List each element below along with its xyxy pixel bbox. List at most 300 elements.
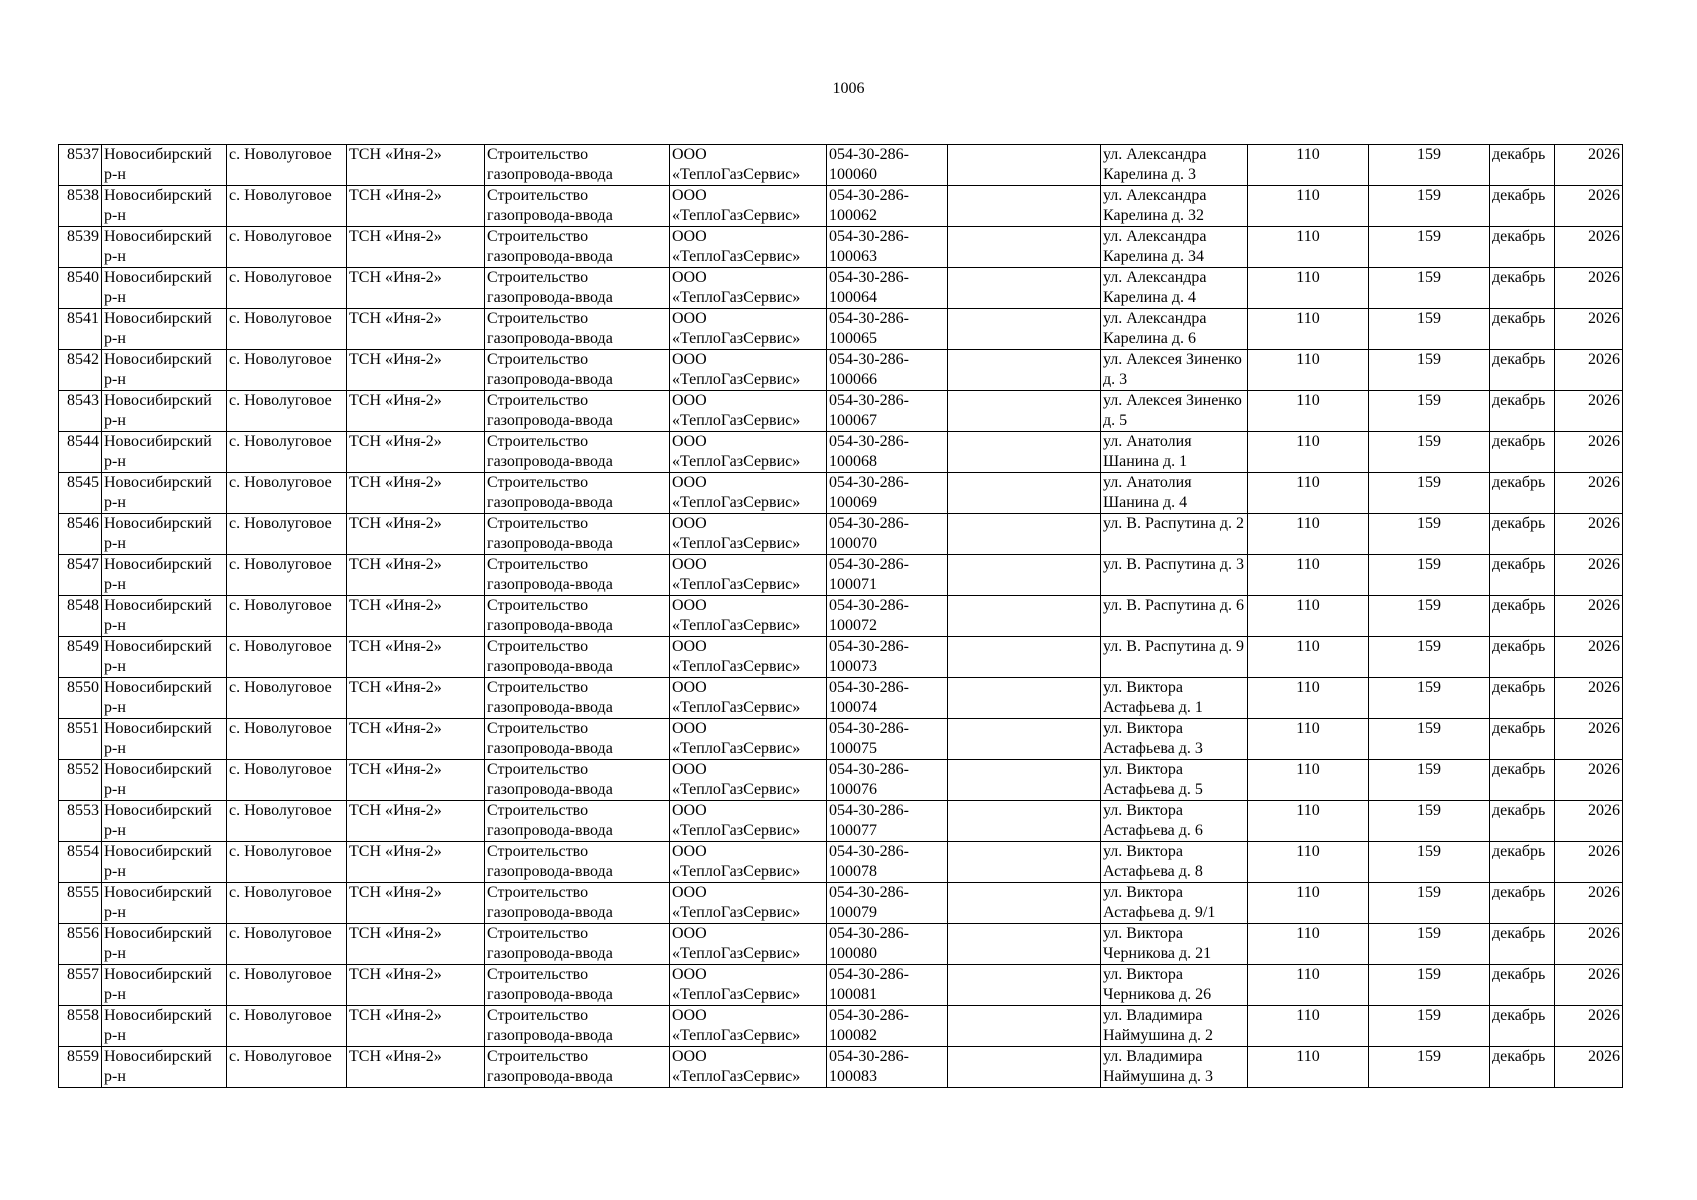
address-cell: ул. Александра Карелина д. 6 bbox=[1101, 309, 1248, 350]
value-1-cell: 110 bbox=[1248, 432, 1369, 473]
month-cell: декабрь bbox=[1490, 268, 1555, 309]
organization-cell: ООО «ТеплоГазСервис» bbox=[670, 268, 827, 309]
code-cell: 054-30-286-100063 bbox=[827, 227, 948, 268]
district-cell: Новосибирский р-н bbox=[102, 719, 227, 760]
work-type-cell: Строительство газопровода-ввода bbox=[485, 432, 670, 473]
address-cell: ул. Виктора Черникова д. 26 bbox=[1101, 965, 1248, 1006]
work-type-cell: Строительство газопровода-ввода bbox=[485, 391, 670, 432]
blank-cell bbox=[948, 1006, 1101, 1047]
month-cell: декабрь bbox=[1490, 1006, 1555, 1047]
month-cell: декабрь bbox=[1490, 801, 1555, 842]
object-cell: ТСН «Иня-2» bbox=[347, 309, 485, 350]
table-row bbox=[59, 268, 1623, 309]
work-type-cell: Строительство газопровода-ввода bbox=[485, 186, 670, 227]
district-cell: Новосибирский р-н bbox=[102, 842, 227, 883]
object-cell: ТСН «Иня-2» bbox=[347, 760, 485, 801]
value-1-cell: 110 bbox=[1248, 842, 1369, 883]
address-cell: ул. Алексея Зиненко д. 3 bbox=[1101, 350, 1248, 391]
blank-cell bbox=[948, 719, 1101, 760]
object-cell: ТСН «Иня-2» bbox=[347, 227, 485, 268]
locality-cell: с. Новолуговое bbox=[227, 432, 347, 473]
organization-cell: ООО «ТеплоГазСервис» bbox=[670, 514, 827, 555]
work-type-cell: Строительство газопровода-ввода bbox=[485, 965, 670, 1006]
address-cell: ул. Анатолия Шанина д. 4 bbox=[1101, 473, 1248, 514]
value-1-cell: 110 bbox=[1248, 678, 1369, 719]
district-cell: Новосибирский р-н bbox=[102, 637, 227, 678]
district-cell: Новосибирский р-н bbox=[102, 186, 227, 227]
month-cell: декабрь bbox=[1490, 391, 1555, 432]
month-cell: декабрь bbox=[1490, 473, 1555, 514]
organization-cell: ООО «ТеплоГазСервис» bbox=[670, 391, 827, 432]
organization-cell: ООО «ТеплоГазСервис» bbox=[670, 965, 827, 1006]
locality-cell: с. Новолуговое bbox=[227, 801, 347, 842]
district-cell: Новосибирский р-н bbox=[102, 596, 227, 637]
value-2-cell: 159 bbox=[1369, 719, 1490, 760]
blank-cell bbox=[948, 965, 1101, 1006]
blank-cell bbox=[948, 145, 1101, 186]
value-2-cell: 159 bbox=[1369, 801, 1490, 842]
table-row bbox=[59, 186, 1623, 227]
month-cell: декабрь bbox=[1490, 555, 1555, 596]
row-number-cell: 8538 bbox=[59, 186, 102, 227]
locality-cell: с. Новолуговое bbox=[227, 842, 347, 883]
value-1-cell: 110 bbox=[1248, 1006, 1369, 1047]
row-number-cell: 8558 bbox=[59, 1006, 102, 1047]
code-cell: 054-30-286-100081 bbox=[827, 965, 948, 1006]
year-cell: 2026 bbox=[1555, 883, 1623, 924]
value-2-cell: 159 bbox=[1369, 637, 1490, 678]
code-cell: 054-30-286-100065 bbox=[827, 309, 948, 350]
organization-cell: ООО «ТеплоГазСервис» bbox=[670, 1047, 827, 1088]
row-number-cell: 8542 bbox=[59, 350, 102, 391]
table-row bbox=[59, 350, 1623, 391]
code-cell: 054-30-286-100075 bbox=[827, 719, 948, 760]
code-cell: 054-30-286-100066 bbox=[827, 350, 948, 391]
table-row bbox=[59, 637, 1623, 678]
value-2-cell: 159 bbox=[1369, 514, 1490, 555]
row-number-cell: 8539 bbox=[59, 227, 102, 268]
code-cell: 054-30-286-100074 bbox=[827, 678, 948, 719]
table-row bbox=[59, 227, 1623, 268]
value-2-cell: 159 bbox=[1369, 965, 1490, 1006]
locality-cell: с. Новолуговое bbox=[227, 473, 347, 514]
value-2-cell: 159 bbox=[1369, 1047, 1490, 1088]
year-cell: 2026 bbox=[1555, 965, 1623, 1006]
value-1-cell: 110 bbox=[1248, 350, 1369, 391]
organization-cell: ООО «ТеплоГазСервис» bbox=[670, 842, 827, 883]
value-2-cell: 159 bbox=[1369, 391, 1490, 432]
locality-cell: с. Новолуговое bbox=[227, 678, 347, 719]
object-cell: ТСН «Иня-2» bbox=[347, 268, 485, 309]
row-number-cell: 8556 bbox=[59, 924, 102, 965]
month-cell: декабрь bbox=[1490, 514, 1555, 555]
object-cell: ТСН «Иня-2» bbox=[347, 555, 485, 596]
district-cell: Новосибирский р-н bbox=[102, 473, 227, 514]
value-1-cell: 110 bbox=[1248, 965, 1369, 1006]
month-cell: декабрь bbox=[1490, 227, 1555, 268]
value-1-cell: 110 bbox=[1248, 760, 1369, 801]
address-cell: ул. Виктора Черникова д. 21 bbox=[1101, 924, 1248, 965]
month-cell: декабрь bbox=[1490, 145, 1555, 186]
district-cell: Новосибирский р-н bbox=[102, 760, 227, 801]
row-number-cell: 8547 bbox=[59, 555, 102, 596]
blank-cell bbox=[948, 473, 1101, 514]
locality-cell: с. Новолуговое bbox=[227, 391, 347, 432]
year-cell: 2026 bbox=[1555, 473, 1623, 514]
organization-cell: ООО «ТеплоГазСервис» bbox=[670, 432, 827, 473]
organization-cell: ООО «ТеплоГазСервис» bbox=[670, 719, 827, 760]
value-2-cell: 159 bbox=[1369, 473, 1490, 514]
work-type-cell: Строительство газопровода-ввода bbox=[485, 801, 670, 842]
object-cell: ТСН «Иня-2» bbox=[347, 678, 485, 719]
value-2-cell: 159 bbox=[1369, 555, 1490, 596]
district-cell: Новосибирский р-н bbox=[102, 1047, 227, 1088]
row-number-cell: 8549 bbox=[59, 637, 102, 678]
locality-cell: с. Новолуговое bbox=[227, 350, 347, 391]
year-cell: 2026 bbox=[1555, 842, 1623, 883]
code-cell: 054-30-286-100060 bbox=[827, 145, 948, 186]
work-type-cell: Строительство газопровода-ввода bbox=[485, 637, 670, 678]
district-cell: Новосибирский р-н bbox=[102, 555, 227, 596]
blank-cell bbox=[948, 760, 1101, 801]
object-cell: ТСН «Иня-2» bbox=[347, 965, 485, 1006]
value-2-cell: 159 bbox=[1369, 883, 1490, 924]
year-cell: 2026 bbox=[1555, 678, 1623, 719]
month-cell: декабрь bbox=[1490, 719, 1555, 760]
organization-cell: ООО «ТеплоГазСервис» bbox=[670, 801, 827, 842]
page-number: 1006 bbox=[832, 80, 865, 97]
blank-cell bbox=[948, 227, 1101, 268]
object-cell: ТСН «Иня-2» bbox=[347, 924, 485, 965]
address-cell: ул. Виктора Астафьева д. 1 bbox=[1101, 678, 1248, 719]
value-2-cell: 159 bbox=[1369, 309, 1490, 350]
year-cell: 2026 bbox=[1555, 514, 1623, 555]
blank-cell bbox=[948, 842, 1101, 883]
table-row bbox=[59, 719, 1623, 760]
value-2-cell: 159 bbox=[1369, 186, 1490, 227]
organization-cell: ООО «ТеплоГазСервис» bbox=[670, 350, 827, 391]
value-1-cell: 110 bbox=[1248, 1047, 1369, 1088]
value-2-cell: 159 bbox=[1369, 924, 1490, 965]
organization-cell: ООО «ТеплоГазСервис» bbox=[670, 637, 827, 678]
district-cell: Новосибирский р-н bbox=[102, 391, 227, 432]
code-cell: 054-30-286-100083 bbox=[827, 1047, 948, 1088]
address-cell: ул. Анатолия Шанина д. 1 bbox=[1101, 432, 1248, 473]
district-cell: Новосибирский р-н bbox=[102, 678, 227, 719]
district-cell: Новосибирский р-н bbox=[102, 145, 227, 186]
address-cell: ул. В. Распутина д. 2 bbox=[1101, 514, 1248, 555]
code-cell: 054-30-286-100078 bbox=[827, 842, 948, 883]
organization-cell: ООО «ТеплоГазСервис» bbox=[670, 1006, 827, 1047]
year-cell: 2026 bbox=[1555, 268, 1623, 309]
blank-cell bbox=[948, 432, 1101, 473]
district-cell: Новосибирский р-н bbox=[102, 1006, 227, 1047]
work-type-cell: Строительство газопровода-ввода bbox=[485, 678, 670, 719]
object-cell: ТСН «Иня-2» bbox=[347, 473, 485, 514]
blank-cell bbox=[948, 268, 1101, 309]
row-number-cell: 8553 bbox=[59, 801, 102, 842]
work-type-cell: Строительство газопровода-ввода bbox=[485, 473, 670, 514]
table-row bbox=[59, 309, 1623, 350]
month-cell: декабрь bbox=[1490, 924, 1555, 965]
object-cell: ТСН «Иня-2» bbox=[347, 719, 485, 760]
value-1-cell: 110 bbox=[1248, 391, 1369, 432]
district-cell: Новосибирский р-н bbox=[102, 350, 227, 391]
row-number-cell: 8559 bbox=[59, 1047, 102, 1088]
district-cell: Новосибирский р-н bbox=[102, 432, 227, 473]
table-row bbox=[59, 473, 1623, 514]
district-cell: Новосибирский р-н bbox=[102, 965, 227, 1006]
locality-cell: с. Новолуговое bbox=[227, 760, 347, 801]
address-cell: ул. Виктора Астафьева д. 8 bbox=[1101, 842, 1248, 883]
work-type-cell: Строительство газопровода-ввода bbox=[485, 596, 670, 637]
table-row bbox=[59, 965, 1623, 1006]
locality-cell: с. Новолуговое bbox=[227, 965, 347, 1006]
year-cell: 2026 bbox=[1555, 309, 1623, 350]
year-cell: 2026 bbox=[1555, 555, 1623, 596]
address-cell: ул. Виктора Астафьева д. 5 bbox=[1101, 760, 1248, 801]
organization-cell: ООО «ТеплоГазСервис» bbox=[670, 309, 827, 350]
table-row bbox=[59, 678, 1623, 719]
table-row bbox=[59, 1047, 1623, 1088]
address-cell: ул. Александра Карелина д. 34 bbox=[1101, 227, 1248, 268]
work-type-cell: Строительство газопровода-ввода bbox=[485, 350, 670, 391]
row-number-cell: 8537 bbox=[59, 145, 102, 186]
blank-cell bbox=[948, 801, 1101, 842]
object-cell: ТСН «Иня-2» bbox=[347, 391, 485, 432]
address-cell: ул. В. Распутина д. 3 bbox=[1101, 555, 1248, 596]
blank-cell bbox=[948, 596, 1101, 637]
work-type-cell: Строительство газопровода-ввода bbox=[485, 1047, 670, 1088]
locality-cell: с. Новолуговое bbox=[227, 186, 347, 227]
organization-cell: ООО «ТеплоГазСервис» bbox=[670, 596, 827, 637]
value-2-cell: 159 bbox=[1369, 268, 1490, 309]
code-cell: 054-30-286-100076 bbox=[827, 760, 948, 801]
month-cell: декабрь bbox=[1490, 678, 1555, 719]
year-cell: 2026 bbox=[1555, 924, 1623, 965]
year-cell: 2026 bbox=[1555, 719, 1623, 760]
work-type-cell: Строительство газопровода-ввода bbox=[485, 555, 670, 596]
organization-cell: ООО «ТеплоГазСервис» bbox=[670, 186, 827, 227]
year-cell: 2026 bbox=[1555, 596, 1623, 637]
row-number-cell: 8543 bbox=[59, 391, 102, 432]
year-cell: 2026 bbox=[1555, 432, 1623, 473]
value-2-cell: 159 bbox=[1369, 350, 1490, 391]
address-cell: ул. Алексея Зиненко д. 5 bbox=[1101, 391, 1248, 432]
year-cell: 2026 bbox=[1555, 637, 1623, 678]
month-cell: декабрь bbox=[1490, 350, 1555, 391]
table-row bbox=[59, 596, 1623, 637]
value-1-cell: 110 bbox=[1248, 309, 1369, 350]
value-2-cell: 159 bbox=[1369, 432, 1490, 473]
address-cell: ул. В. Распутина д. 9 bbox=[1101, 637, 1248, 678]
year-cell: 2026 bbox=[1555, 801, 1623, 842]
year-cell: 2026 bbox=[1555, 145, 1623, 186]
month-cell: декабрь bbox=[1490, 760, 1555, 801]
blank-cell bbox=[948, 350, 1101, 391]
code-cell: 054-30-286-100070 bbox=[827, 514, 948, 555]
value-2-cell: 159 bbox=[1369, 1006, 1490, 1047]
table-row bbox=[59, 924, 1623, 965]
value-1-cell: 110 bbox=[1248, 555, 1369, 596]
object-cell: ТСН «Иня-2» bbox=[347, 801, 485, 842]
row-number-cell: 8544 bbox=[59, 432, 102, 473]
district-cell: Новосибирский р-н bbox=[102, 514, 227, 555]
object-cell: ТСН «Иня-2» bbox=[347, 1047, 485, 1088]
blank-cell bbox=[948, 1047, 1101, 1088]
locality-cell: с. Новолуговое bbox=[227, 145, 347, 186]
row-number-cell: 8541 bbox=[59, 309, 102, 350]
row-number-cell: 8545 bbox=[59, 473, 102, 514]
table-row bbox=[59, 145, 1623, 186]
address-cell: ул. Виктора Астафьева д. 9/1 bbox=[1101, 883, 1248, 924]
object-cell: ТСН «Иня-2» bbox=[347, 145, 485, 186]
value-2-cell: 159 bbox=[1369, 842, 1490, 883]
object-cell: ТСН «Иня-2» bbox=[347, 637, 485, 678]
code-cell: 054-30-286-100073 bbox=[827, 637, 948, 678]
registry-body bbox=[59, 145, 1623, 1088]
value-2-cell: 159 bbox=[1369, 760, 1490, 801]
locality-cell: с. Новолуговое bbox=[227, 719, 347, 760]
object-cell: ТСН «Иня-2» bbox=[347, 1006, 485, 1047]
district-cell: Новосибирский р-н bbox=[102, 883, 227, 924]
year-cell: 2026 bbox=[1555, 186, 1623, 227]
blank-cell bbox=[948, 555, 1101, 596]
district-cell: Новосибирский р-н bbox=[102, 268, 227, 309]
month-cell: декабрь bbox=[1490, 965, 1555, 1006]
work-type-cell: Строительство газопровода-ввода bbox=[485, 883, 670, 924]
row-number-cell: 8557 bbox=[59, 965, 102, 1006]
value-2-cell: 159 bbox=[1369, 145, 1490, 186]
work-type-cell: Строительство газопровода-ввода bbox=[485, 145, 670, 186]
code-cell: 054-30-286-100077 bbox=[827, 801, 948, 842]
year-cell: 2026 bbox=[1555, 227, 1623, 268]
blank-cell bbox=[948, 637, 1101, 678]
month-cell: декабрь bbox=[1490, 596, 1555, 637]
month-cell: декабрь bbox=[1490, 842, 1555, 883]
object-cell: ТСН «Иня-2» bbox=[347, 842, 485, 883]
address-cell: ул. Виктора Астафьева д. 3 bbox=[1101, 719, 1248, 760]
value-1-cell: 110 bbox=[1248, 514, 1369, 555]
work-type-cell: Строительство газопровода-ввода bbox=[485, 719, 670, 760]
value-1-cell: 110 bbox=[1248, 473, 1369, 514]
row-number-cell: 8551 bbox=[59, 719, 102, 760]
value-1-cell: 110 bbox=[1248, 719, 1369, 760]
address-cell: ул. Александра Карелина д. 32 bbox=[1101, 186, 1248, 227]
year-cell: 2026 bbox=[1555, 760, 1623, 801]
work-type-cell: Строительство газопровода-ввода bbox=[485, 227, 670, 268]
month-cell: декабрь bbox=[1490, 1047, 1555, 1088]
value-1-cell: 110 bbox=[1248, 145, 1369, 186]
table-row bbox=[59, 1006, 1623, 1047]
table-row bbox=[59, 391, 1623, 432]
object-cell: ТСН «Иня-2» bbox=[347, 596, 485, 637]
month-cell: декабрь bbox=[1490, 309, 1555, 350]
row-number-cell: 8548 bbox=[59, 596, 102, 637]
code-cell: 054-30-286-100082 bbox=[827, 1006, 948, 1047]
year-cell: 2026 bbox=[1555, 1006, 1623, 1047]
object-cell: ТСН «Иня-2» bbox=[347, 883, 485, 924]
month-cell: декабрь bbox=[1490, 186, 1555, 227]
object-cell: ТСН «Иня-2» bbox=[347, 350, 485, 391]
blank-cell bbox=[948, 883, 1101, 924]
code-cell: 054-30-286-100067 bbox=[827, 391, 948, 432]
value-1-cell: 110 bbox=[1248, 883, 1369, 924]
organization-cell: ООО «ТеплоГазСервис» bbox=[670, 760, 827, 801]
value-1-cell: 110 bbox=[1248, 186, 1369, 227]
value-1-cell: 110 bbox=[1248, 801, 1369, 842]
object-cell: ТСН «Иня-2» bbox=[347, 432, 485, 473]
locality-cell: с. Новолуговое bbox=[227, 268, 347, 309]
month-cell: декабрь bbox=[1490, 432, 1555, 473]
year-cell: 2026 bbox=[1555, 391, 1623, 432]
organization-cell: ООО «ТеплоГазСервис» bbox=[670, 678, 827, 719]
work-type-cell: Строительство газопровода-ввода bbox=[485, 924, 670, 965]
value-1-cell: 110 bbox=[1248, 924, 1369, 965]
blank-cell bbox=[948, 678, 1101, 719]
month-cell: декабрь bbox=[1490, 637, 1555, 678]
district-cell: Новосибирский р-н bbox=[102, 227, 227, 268]
code-cell: 054-30-286-100080 bbox=[827, 924, 948, 965]
table-row bbox=[59, 555, 1623, 596]
year-cell: 2026 bbox=[1555, 1047, 1623, 1088]
organization-cell: ООО «ТеплоГазСервис» bbox=[670, 924, 827, 965]
table-row bbox=[59, 801, 1623, 842]
row-number-cell: 8550 bbox=[59, 678, 102, 719]
value-1-cell: 110 bbox=[1248, 596, 1369, 637]
value-2-cell: 159 bbox=[1369, 227, 1490, 268]
blank-cell bbox=[948, 924, 1101, 965]
code-cell: 054-30-286-100064 bbox=[827, 268, 948, 309]
district-cell: Новосибирский р-н bbox=[102, 801, 227, 842]
locality-cell: с. Новолуговое bbox=[227, 1047, 347, 1088]
row-number-cell: 8555 bbox=[59, 883, 102, 924]
row-number-cell: 8552 bbox=[59, 760, 102, 801]
row-number-cell: 8546 bbox=[59, 514, 102, 555]
value-1-cell: 110 bbox=[1248, 227, 1369, 268]
table-row bbox=[59, 514, 1623, 555]
table-row bbox=[59, 760, 1623, 801]
object-cell: ТСН «Иня-2» bbox=[347, 514, 485, 555]
blank-cell bbox=[948, 514, 1101, 555]
locality-cell: с. Новолуговое bbox=[227, 227, 347, 268]
organization-cell: ООО «ТеплоГазСервис» bbox=[670, 145, 827, 186]
row-number-cell: 8554 bbox=[59, 842, 102, 883]
table-row bbox=[59, 883, 1623, 924]
address-cell: ул. Владимира Наймушина д. 3 bbox=[1101, 1047, 1248, 1088]
address-cell: ул. Александра Карелина д. 3 bbox=[1101, 145, 1248, 186]
organization-cell: ООО «ТеплоГазСервис» bbox=[670, 883, 827, 924]
value-2-cell: 159 bbox=[1369, 596, 1490, 637]
address-cell: ул. Александра Карелина д. 4 bbox=[1101, 268, 1248, 309]
registry-table bbox=[58, 144, 1623, 1088]
work-type-cell: Строительство газопровода-ввода bbox=[485, 268, 670, 309]
blank-cell bbox=[948, 309, 1101, 350]
value-1-cell: 110 bbox=[1248, 268, 1369, 309]
code-cell: 054-30-286-100069 bbox=[827, 473, 948, 514]
blank-cell bbox=[948, 391, 1101, 432]
locality-cell: с. Новолуговое bbox=[227, 596, 347, 637]
address-cell: ул. Владимира Наймушина д. 2 bbox=[1101, 1006, 1248, 1047]
locality-cell: с. Новолуговое bbox=[227, 637, 347, 678]
code-cell: 054-30-286-100079 bbox=[827, 883, 948, 924]
work-type-cell: Строительство газопровода-ввода bbox=[485, 760, 670, 801]
work-type-cell: Строительство газопровода-ввода bbox=[485, 842, 670, 883]
row-number-cell: 8540 bbox=[59, 268, 102, 309]
code-cell: 054-30-286-100062 bbox=[827, 186, 948, 227]
organization-cell: ООО «ТеплоГазСервис» bbox=[670, 555, 827, 596]
district-cell: Новосибирский р-н bbox=[102, 309, 227, 350]
